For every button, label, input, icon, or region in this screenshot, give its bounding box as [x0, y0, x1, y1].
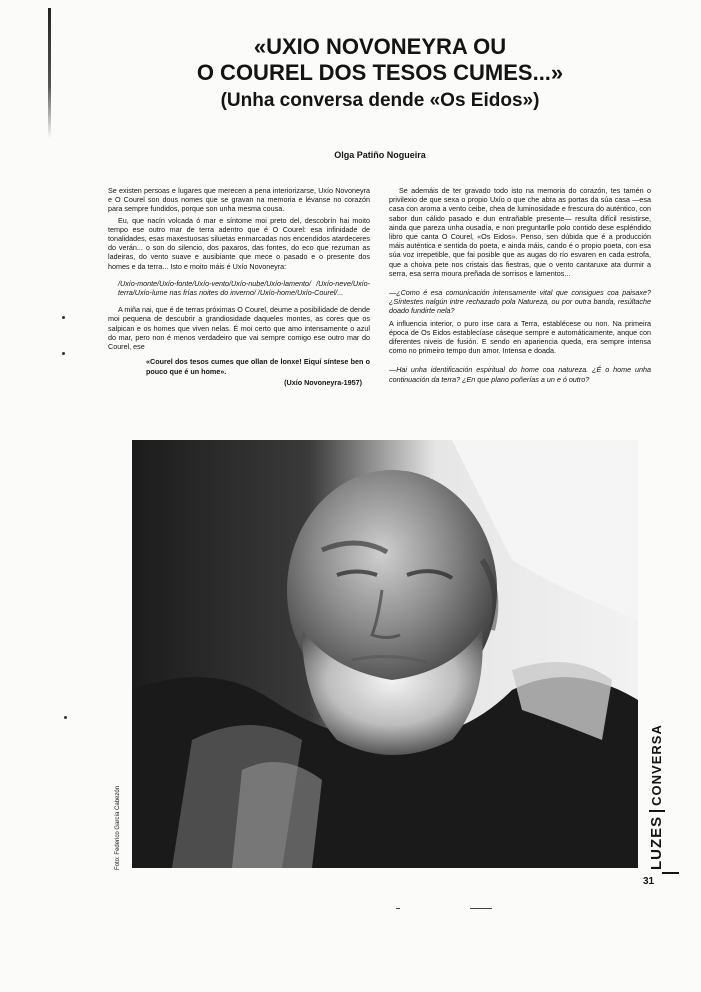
article-title-line2: O COUREL DOS TESOS CUMES...»	[196, 60, 564, 85]
paragraph: Eu, que nacín volcada ó mar e síntome moi preto del, descobrín hai moito tempo ese outro mar de terra adentro que é O Courel: esa infinidade de tonalidades, esas maxestuosas siluetas enmarcadas nos encendidos atardeceres do verán... o son do silencio, dos paxaros, das fontes, do eco que rezuman as ladeiras, do vento suave e ausibiante que mece o pasado e o presente dos homes e da terra... Isto e moito máis é Uxío Novoneyra:	[108, 215, 370, 271]
scan-speck	[62, 352, 65, 355]
interview-question: —Hai unha identificación espiritual do home coa natureza. ¿É o home unha continuación da terra? ¿En que plano poñerías a un e ó outro?	[389, 365, 651, 384]
article-title-line1: «UXIO NOVONEYRA OU	[253, 34, 507, 59]
poem-quote: «Courel dos tesos cumes que ollan de lonxe! Eiquí síntese ben o pouco que é un home».	[146, 357, 370, 376]
portrait-photo	[132, 440, 638, 868]
poem-verse: /Uxío-monte/Uxío-fonte/Uxío-vento/Uxío-nube/Uxío-lamento/ /Uxío-neve/Uxío-terra/Uxío-lume nas frías noites do inverno/ /Uxío-home/Uxío-Courel/...	[118, 278, 370, 298]
section-name-conversa: CONVERSA	[649, 724, 664, 806]
interview-question: —¿Como é esa comunicación intensamente vital que consigues coa paisaxe? ¿Síntestes nalgún intre rechazado pola Natureza, ou por outra banda, resúltache doado fundirte nela?	[389, 288, 651, 316]
left-column	[108, 186, 370, 388]
section-divider	[649, 810, 665, 812]
article-author: Olga Patiño Nogueira	[334, 150, 426, 160]
footer-mark	[396, 908, 400, 909]
paragraph: A miña nai, que é de terras próximas O Courel, deume a posibilidade de dende moi pequena de descubrir a grandiosidade daqueles montes, as cores que os salpican e os homes que viven nelas. É moi certo que amo intensamente o azul do mar, pero non é menos verdadeiro que vai sempre comigo ese outro mar do Courel, ese	[108, 305, 370, 352]
article-subtitle: (Unha conversa dende «Os Eidos»)	[220, 90, 540, 111]
paragraph: Se ademáis de ter gravado todo isto na memoria do corazón, tes tamén o privilexio de que sexa o propio Uxío o que che abra as portas da súa casa —esa casa con aroma a vento ceibe, chea de luminosidade e frescura do auténtico, con sabor dun cálido pasado e dun entrañable presente— resulta difícil resistirse, ainda que pareza unha ousadía, e non preguntarlle polo contido dese espléndido libro que canta O Courel, «Os Eidos». Penso, sen dúbida que é a producción máis auténtica e sentida do poeta, e ainda máis, cando é o propio poeta, con esa súa voz irrepetible, que fai posible que as augas do río esvaren en cada estrofa, que a choiva pete nos cristais das fiestras, que o vento cantaruxe ata durmir a serra, esa serra moura preñada de sorrisos e lamentos...	[389, 186, 651, 278]
scan-edge	[48, 8, 51, 138]
section-underline	[662, 872, 679, 874]
scan-speck	[62, 316, 65, 319]
scan-speck	[64, 716, 67, 719]
section-name-luzes: LUZES	[648, 815, 665, 870]
footer-mark	[470, 908, 492, 909]
section-label	[648, 724, 665, 870]
photo-credit: Foto: Federico García Cabezón	[115, 785, 121, 870]
paragraph: Se existen persoas e lugares que merecen a pena interiorizarse, Uxío Novoneyra e O Courel son dous nomes que se gravan na memoria e lévanse no corazón para sempre fundidos, porque son unha mesma cousa.	[108, 186, 370, 214]
right-column	[389, 186, 651, 387]
quote-source: (Uxío Novoneyra-1957)	[284, 378, 362, 388]
interview-answer: A influencia interior, o puro irse cara a Terra, establécese ou non. Na primeira época de Os Eidos establecíase cáseque sempre e automáticamente, anque con diferentes niveis de fusión. E sendo en apariencia queda, era sempre intensa como no primeiro tempo dun amor. Intensa e doada.	[389, 318, 651, 356]
page-number: 31	[643, 876, 655, 887]
portrait-image	[132, 440, 638, 868]
